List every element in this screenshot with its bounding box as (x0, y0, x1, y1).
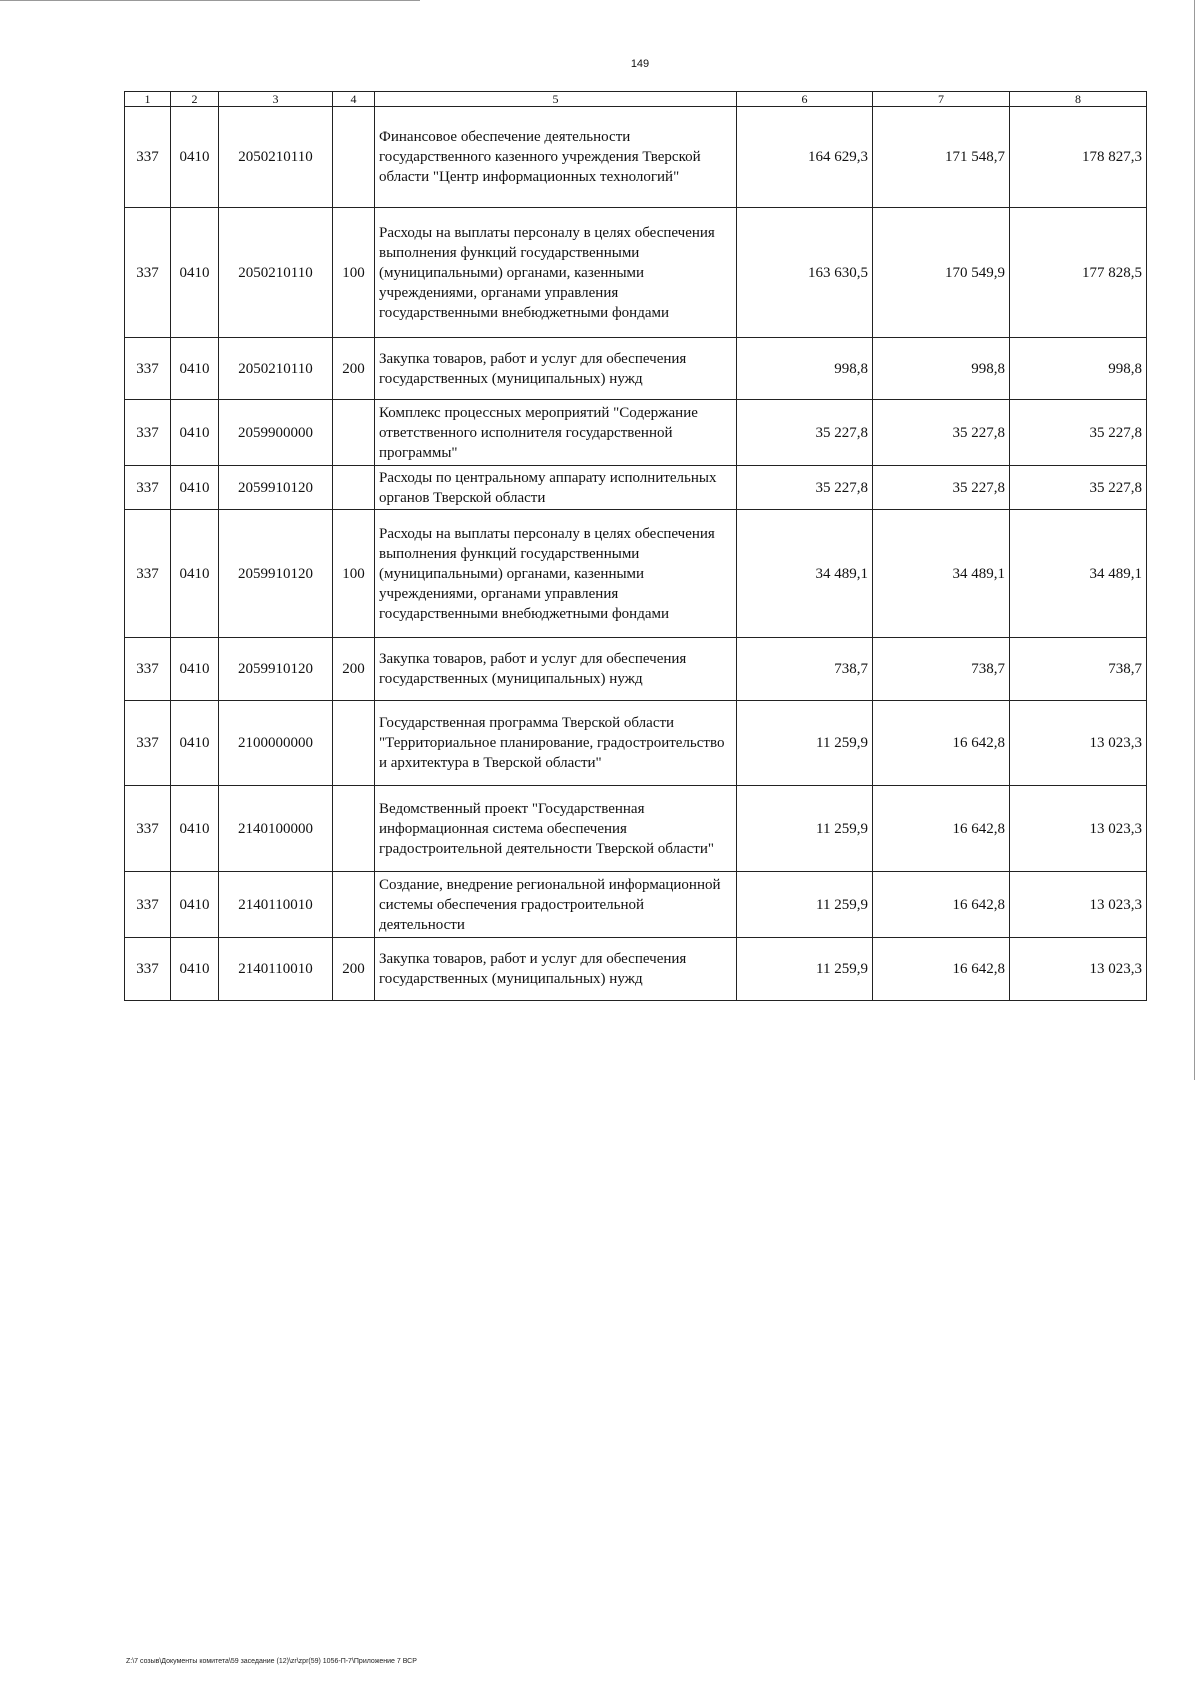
cell-value-year3: 13 023,3 (1010, 786, 1147, 872)
cell-value-year3: 34 489,1 (1010, 510, 1147, 638)
cell-value-year1: 34 489,1 (737, 510, 873, 638)
cell-target-code: 2140110010 (219, 872, 333, 938)
table-row (125, 938, 1147, 1001)
cell-ministry-code: 337 (125, 107, 171, 208)
cell-name: Государственная программа Тверской области "Территориальное планирование, градостроительство и архитектура в Тверской области" (375, 701, 737, 786)
cell-target-code: 2059900000 (219, 400, 333, 466)
table-row (125, 872, 1147, 938)
cell-name: Ведомственный проект "Государственная информационная система обеспечения градостроительной деятельности Тверской области" (375, 786, 737, 872)
column-header: 1 (125, 92, 171, 107)
column-header: 3 (219, 92, 333, 107)
cell-section-code: 0410 (171, 338, 219, 400)
cell-value-year3: 178 827,3 (1010, 107, 1147, 208)
cell-value-year1: 164 629,3 (737, 107, 873, 208)
column-header: 2 (171, 92, 219, 107)
file-path-footer: Z:\7 созыв\Документы комитета\59 заседание (12)\zr\zpr(59) 1056-П-7\Приложение 7 ВСР (126, 1658, 417, 1665)
cell-expense-type: 200 (333, 638, 375, 701)
cell-value-year2: 16 642,8 (873, 872, 1010, 938)
cell-ministry-code: 337 (125, 466, 171, 510)
cell-value-year3: 177 828,5 (1010, 208, 1147, 338)
cell-value-year3: 13 023,3 (1010, 872, 1147, 938)
cell-expense-type: 100 (333, 510, 375, 638)
cell-ministry-code: 337 (125, 638, 171, 701)
cell-name: Финансовое обеспечение деятельности государственного казенного учреждения Тверской области "Центр информационных технологий" (375, 107, 737, 208)
cell-expense-type: 200 (333, 338, 375, 400)
cell-section-code: 0410 (171, 786, 219, 872)
cell-ministry-code: 337 (125, 938, 171, 1001)
column-header: 4 (333, 92, 375, 107)
cell-value-year1: 35 227,8 (737, 400, 873, 466)
cell-target-code: 2050210110 (219, 338, 333, 400)
cell-value-year3: 738,7 (1010, 638, 1147, 701)
cell-name: Закупка товаров, работ и услуг для обеспечения государственных (муниципальных) нужд (375, 938, 737, 1001)
cell-value-year2: 170 549,9 (873, 208, 1010, 338)
cell-value-year1: 738,7 (737, 638, 873, 701)
cell-target-code: 2140100000 (219, 786, 333, 872)
cell-ministry-code: 337 (125, 400, 171, 466)
cell-section-code: 0410 (171, 938, 219, 1001)
cell-expense-type (333, 872, 375, 938)
cell-value-year2: 171 548,7 (873, 107, 1010, 208)
cell-value-year1: 11 259,9 (737, 786, 873, 872)
table-row (125, 701, 1147, 786)
cell-expense-type: 100 (333, 208, 375, 338)
cell-name: Расходы по центральному аппарату исполнительных органов Тверской области (375, 466, 737, 510)
cell-name: Комплекс процессных мероприятий "Содержание ответственного исполнителя государственной программы" (375, 400, 737, 466)
cell-ministry-code: 337 (125, 208, 171, 338)
table-header-row (125, 92, 1147, 107)
column-header: 7 (873, 92, 1010, 107)
cell-target-code: 2059910120 (219, 510, 333, 638)
cell-ministry-code: 337 (125, 510, 171, 638)
cell-value-year3: 35 227,8 (1010, 466, 1147, 510)
cell-target-code: 2100000000 (219, 701, 333, 786)
cell-section-code: 0410 (171, 208, 219, 338)
cell-name: Расходы на выплаты персоналу в целях обеспечения выполнения функций государственными (муниципальными) органами, казенными учреждениями, органами управления государственными внебюджетными фондами (375, 208, 737, 338)
cell-name: Закупка товаров, работ и услуг для обеспечения государственных (муниципальных) нужд (375, 638, 737, 701)
cell-ministry-code: 337 (125, 872, 171, 938)
cell-expense-type (333, 400, 375, 466)
cell-value-year2: 738,7 (873, 638, 1010, 701)
cell-expense-type (333, 786, 375, 872)
table-row (125, 510, 1147, 638)
cell-value-year2: 16 642,8 (873, 786, 1010, 872)
table-row (125, 338, 1147, 400)
table-row (125, 400, 1147, 466)
cell-value-year2: 16 642,8 (873, 701, 1010, 786)
table-row (125, 786, 1147, 872)
cell-value-year3: 13 023,3 (1010, 938, 1147, 1001)
cell-section-code: 0410 (171, 107, 219, 208)
cell-expense-type (333, 466, 375, 510)
cell-target-code: 2050210110 (219, 208, 333, 338)
table-row (125, 208, 1147, 338)
cell-value-year1: 998,8 (737, 338, 873, 400)
cell-value-year3: 13 023,3 (1010, 701, 1147, 786)
cell-value-year1: 35 227,8 (737, 466, 873, 510)
cell-section-code: 0410 (171, 400, 219, 466)
cell-value-year1: 163 630,5 (737, 208, 873, 338)
cell-name: Создание, внедрение региональной информационной системы обеспечения градостроительной деятельности (375, 872, 737, 938)
column-header: 6 (737, 92, 873, 107)
cell-ministry-code: 337 (125, 701, 171, 786)
table-row (125, 107, 1147, 208)
cell-section-code: 0410 (171, 510, 219, 638)
column-header: 8 (1010, 92, 1147, 107)
cell-ministry-code: 337 (125, 338, 171, 400)
cell-value-year3: 998,8 (1010, 338, 1147, 400)
cell-expense-type (333, 107, 375, 208)
cell-value-year1: 11 259,9 (737, 872, 873, 938)
cell-value-year3: 35 227,8 (1010, 400, 1147, 466)
cell-value-year2: 35 227,8 (873, 466, 1010, 510)
table-row (125, 466, 1147, 510)
cell-value-year2: 34 489,1 (873, 510, 1010, 638)
cell-value-year2: 35 227,8 (873, 400, 1010, 466)
page-number: 149 (630, 58, 650, 70)
cell-section-code: 0410 (171, 701, 219, 786)
cell-target-code: 2059910120 (219, 638, 333, 701)
cell-value-year2: 16 642,8 (873, 938, 1010, 1001)
cell-value-year1: 11 259,9 (737, 938, 873, 1001)
cell-value-year2: 998,8 (873, 338, 1010, 400)
budget-table (124, 91, 1147, 1001)
cell-name: Расходы на выплаты персоналу в целях обеспечения выполнения функций государственными (муниципальными) органами, казенными учреждениями, органами управления государственными внебюджетными фондами (375, 510, 737, 638)
cell-target-code: 2059910120 (219, 466, 333, 510)
cell-expense-type (333, 701, 375, 786)
cell-expense-type: 200 (333, 938, 375, 1001)
cell-section-code: 0410 (171, 466, 219, 510)
cell-section-code: 0410 (171, 872, 219, 938)
cell-target-code: 2140110010 (219, 938, 333, 1001)
column-header: 5 (375, 92, 737, 107)
cell-target-code: 2050210110 (219, 107, 333, 208)
cell-section-code: 0410 (171, 638, 219, 701)
cell-value-year1: 11 259,9 (737, 701, 873, 786)
table-row (125, 638, 1147, 701)
cell-name: Закупка товаров, работ и услуг для обеспечения государственных (муниципальных) нужд (375, 338, 737, 400)
cell-ministry-code: 337 (125, 786, 171, 872)
